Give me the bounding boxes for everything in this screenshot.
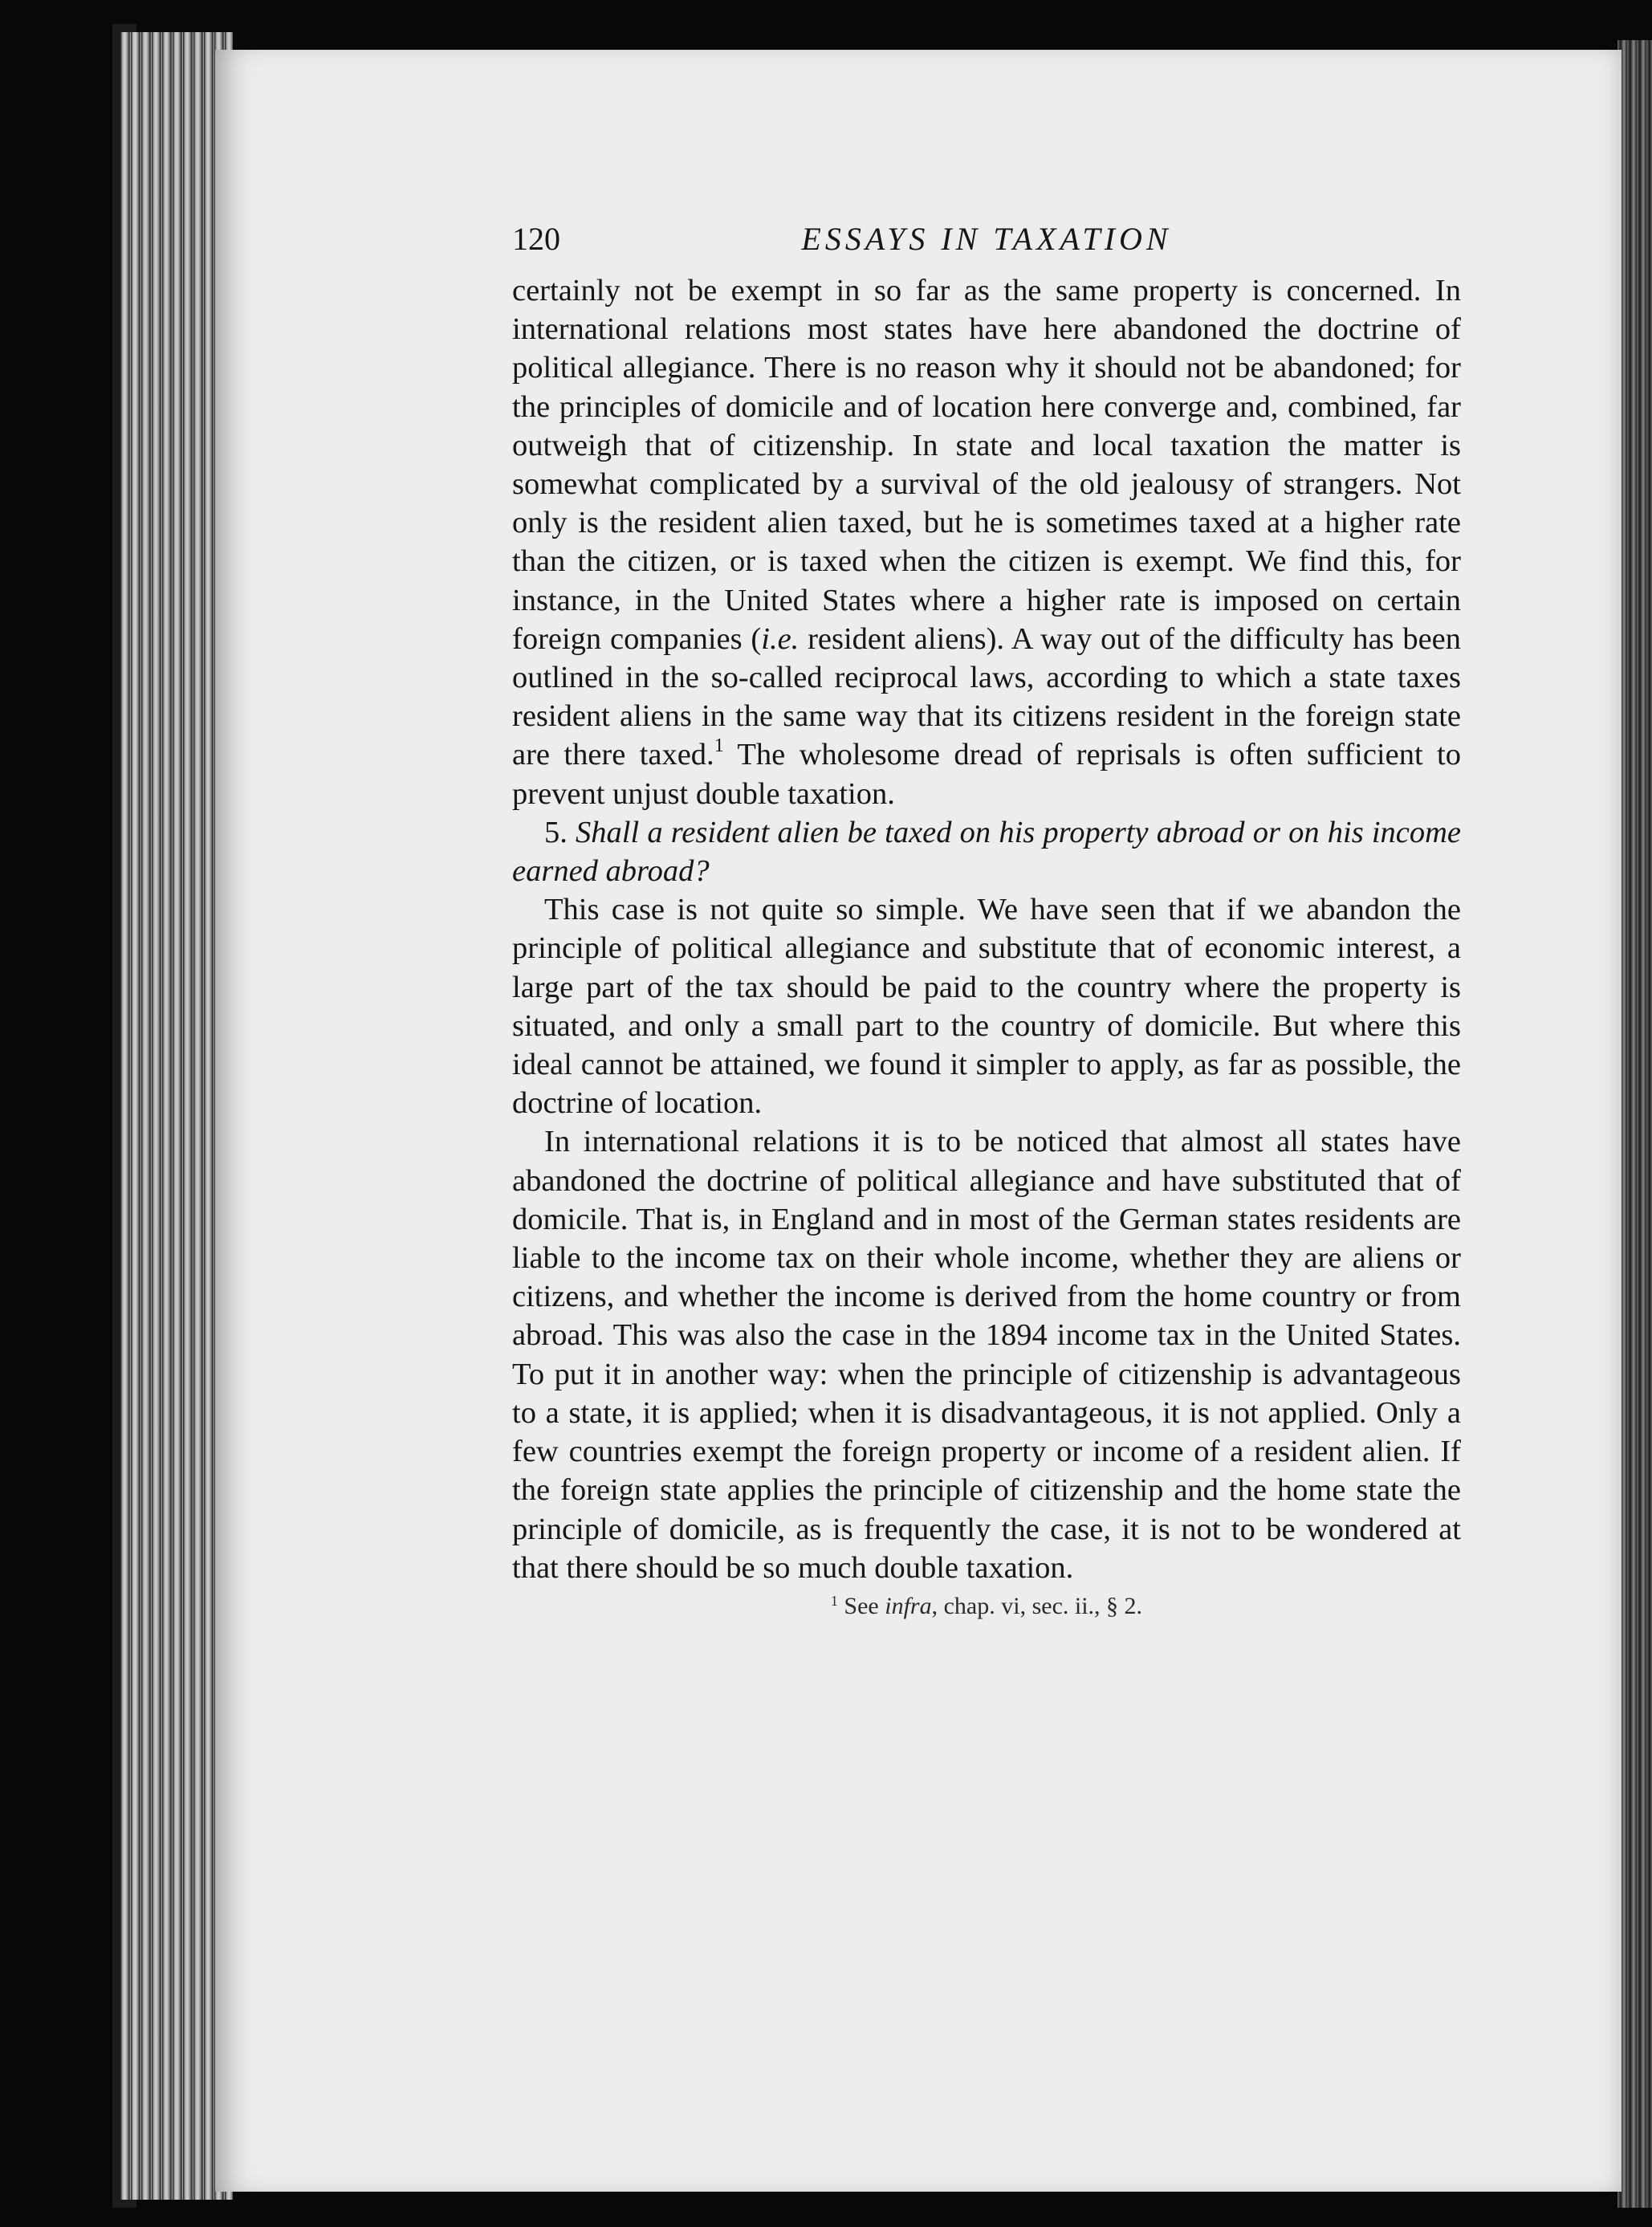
- book-right-edge: [1617, 40, 1652, 2208]
- paragraph: In international relations it is to be noticed that almost all states have abandoned the doctrine of political allegiance and have substituted that of domicile. That is, in England and in most of the German states residents are liable to the income tax on their whole income, whether they are aliens or citizens, and whether the income is derived from the home country or from abroad. This was also the case in the 1894 income tax in the United States. To put it in another way: when the principle of citizenship is advantageous to a state, it is applied; when it is disadvantageous, it is not applied. Only a few countries exempt the foreign property or income of a resident alien. If the foreign state applies the principle of citizenship and the home state the principle of domicile, as is frequently the case, it is not to be wondered at that there should be so much double taxation.: [512, 1125, 1461, 1585]
- section-question: [512, 813, 1461, 890]
- paragraph: This case is not quite so simple. We have seen that if we abandon the principle of political allegiance and substitute that of economic interest, a large part of the tax should be paid to the country where the property is situated, and only a small part to the country of domicile. But where this ideal cannot be attained, we found it simpler to apply, as far as possible, the doctrine of location.: [512, 893, 1461, 1121]
- paragraph-continuation: certainly not be exempt in so far as the same property is concerned. In international relations most states have here abandoned the doctrine of political allegiance. There is no reason why it should not be abandoned; for the principles of domicile and of location here converge and, combined, far outweigh that of citizenship. In state and local taxation the matter is somewhat complicated by a survival of the old jealousy of strangers. Not only is the resident alien taxed, but he is sometimes taxed at a higher rate than the citizen, or is taxed when the citizen is exempt. We find this, for instance, in the United States where a higher rate is imposed on certain foreign companies (i.e. resident aliens). A way out of the difficulty has been outlined in the so-called reciprocal laws, according to which a state taxes resident aliens in the same way that its citizens resident in the foreign state are there taxed.$^1$ The wholesome dread of reprisals is often sufficient to prevent unjust double taxation.: [512, 274, 1462, 811]
- page-text-block: [512, 215, 1461, 1622]
- footnote-reference: 1: [714, 735, 724, 757]
- body-text: [512, 271, 1461, 1587]
- footnote: $^1$ See infra, chap. vi, sec. ii., § 2.: [830, 1592, 1143, 1619]
- running-title: ESSAYS IN TAXATION: [801, 221, 1172, 257]
- question-text: Shall a resident alien be taxed on his property abroad or on his income earned abroad?: [512, 815, 1462, 889]
- page-number: 120: [512, 221, 560, 257]
- question-number: 5.: [544, 815, 576, 849]
- running-head: [512, 215, 1461, 263]
- footnote-marker: 1: [830, 1592, 838, 1609]
